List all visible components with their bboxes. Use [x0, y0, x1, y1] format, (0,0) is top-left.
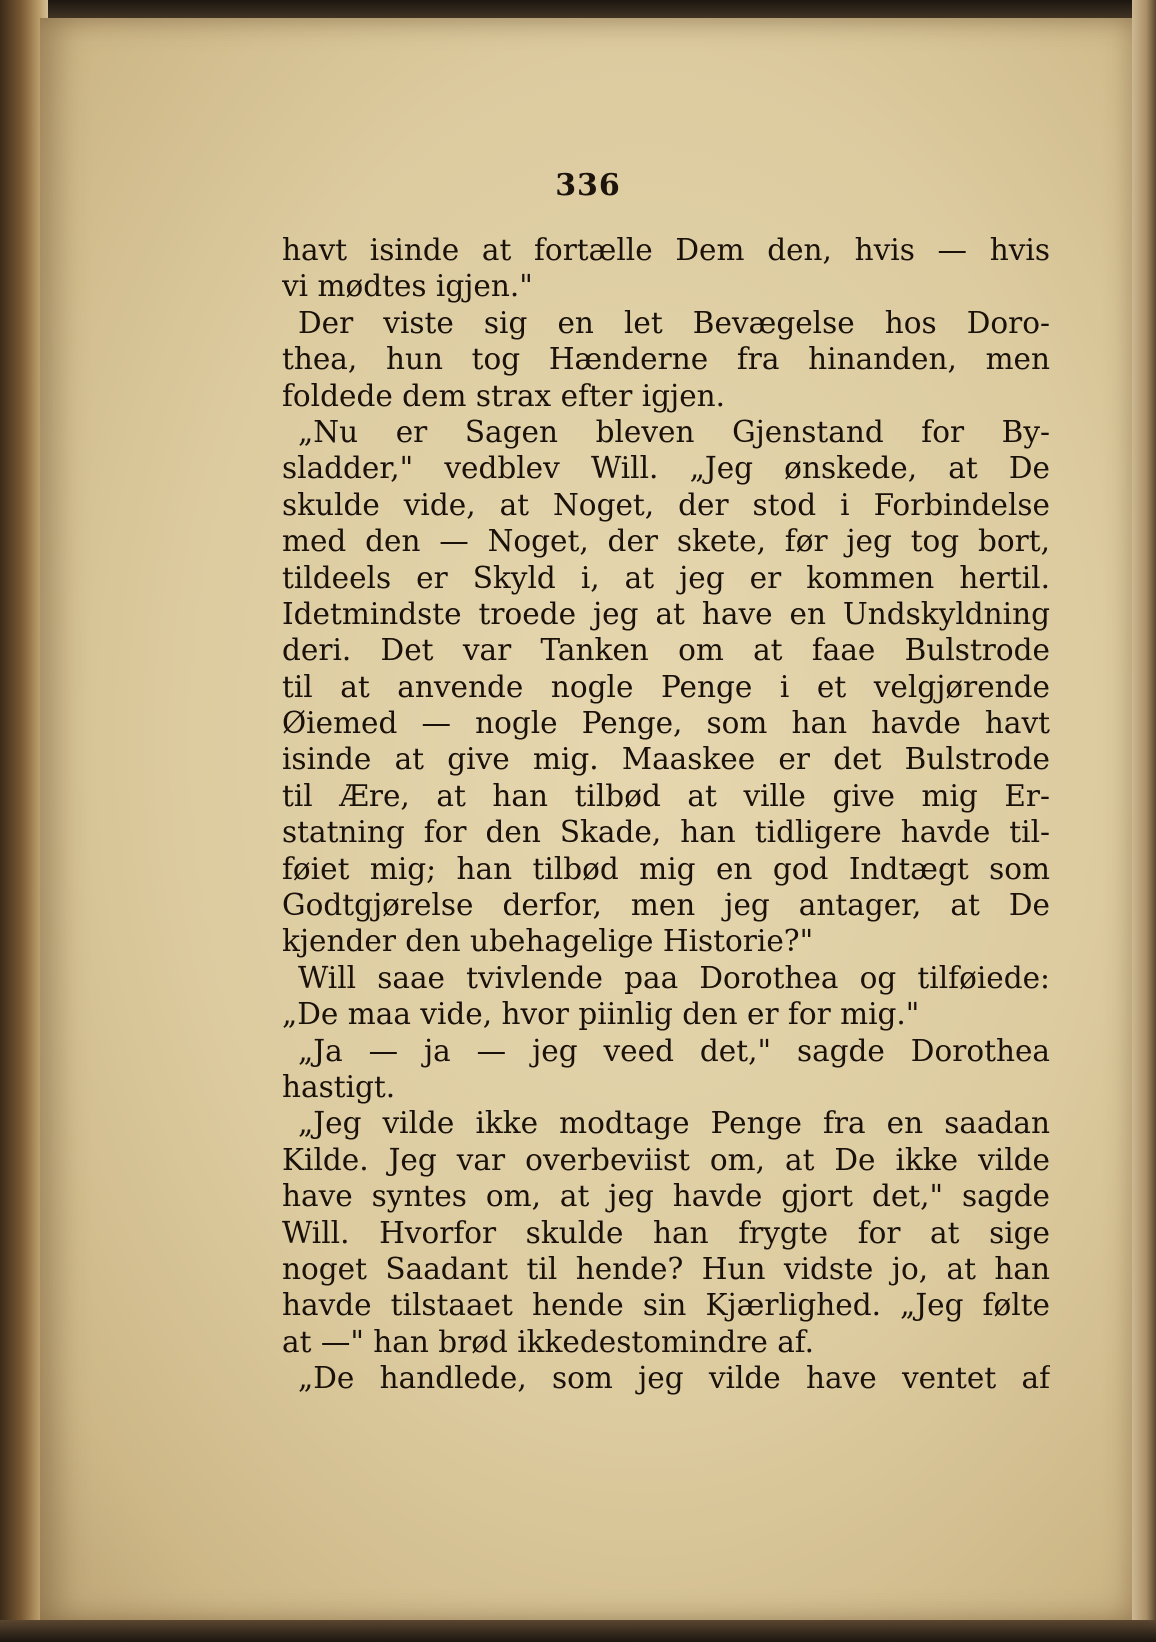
body-text: [282, 232, 1050, 1397]
text-line: at —" han brød ikkedestomindre af.: [282, 1324, 815, 1359]
text-line: Øiemed — nogle Penge, som han havde havt: [282, 706, 1050, 741]
text-line: isinde at give mig. Maaskee er det Bulstrode: [282, 742, 1050, 777]
text-line: føiet mig; han tilbød mig en god Indtægt som: [282, 851, 1050, 886]
text-line: „Jeg vilde ikke modtage Penge fra en saadan: [298, 1106, 1050, 1141]
text-line: „De maa vide, hvor piinlig den er for mig.": [282, 997, 920, 1032]
text-line: „Nu er Sagen bleven Gjenstand for By-: [298, 414, 1050, 449]
text-line: til Ære, at han tilbød at ville give mig Er-: [282, 778, 1050, 813]
text-line: havt isinde at fortælle Dem den, hvis — hvis: [282, 233, 1050, 267]
page-number: 336: [555, 168, 621, 203]
text-line: Kilde. Jeg var overbeviist om, at De ikke vilde: [282, 1142, 1050, 1177]
book-bottom-edge: [0, 1620, 1156, 1642]
text-line: deri. Det var Tanken om at faae Bulstrode: [282, 633, 1050, 668]
text-line: „Ja — ja — jeg veed det," sagde Dorothea: [298, 1033, 1050, 1068]
text-line: hastigt.: [282, 1069, 396, 1104]
text-line: foldede dem strax efter igjen.: [282, 378, 726, 413]
text-line: „De handlede, som jeg vilde have ventet af: [298, 1361, 1050, 1396]
text-line: have syntes om, at jeg havde gjort det," sagde: [282, 1179, 1050, 1214]
text-line: Idetmindste troede jeg at have en Undskyldning: [282, 596, 1050, 631]
text-line: skulde vide, at Noget, der stod i Forbindelse: [282, 487, 1050, 522]
text-line: sladder," vedblev Will. „Jeg ønskede, at De: [282, 451, 1050, 486]
text-line: Will saae tvivlende paa Dorothea og tilføiede:: [298, 960, 1050, 995]
text-line: Will. Hvorfor skulde han frygte for at sige: [282, 1215, 1050, 1250]
text-line: vi mødtes igjen.": [282, 269, 533, 304]
text-line: med den — Noget, der skete, før jeg tog bort,: [282, 524, 1050, 559]
text-line: havde tilstaaet hende sin Kjærlighed. „Jeg følte: [282, 1288, 1050, 1323]
text-line: noget Saadant til hende? Hun vidste jo, at han: [282, 1251, 1050, 1286]
text-line: Godtgjørelse derfor, men jeg antager, at De: [282, 888, 1050, 923]
book-page-edges: [1132, 0, 1156, 1642]
text-line: thea, hun tog Hænderne fra hinanden, men: [282, 342, 1050, 377]
text-line: til at anvende nogle Penge i et velgjørende: [282, 669, 1050, 704]
text-line: Der viste sig en let Bevægelse hos Doro-: [298, 305, 1050, 340]
text-line: statning for den Skade, han tidligere havde til-: [282, 815, 1050, 850]
text-line: tildeels er Skyld i, at jeg er kommen hertil.: [282, 560, 1050, 595]
book-page: [40, 18, 1136, 1622]
text-line: kjender den ubehagelige Historie?": [282, 924, 814, 959]
